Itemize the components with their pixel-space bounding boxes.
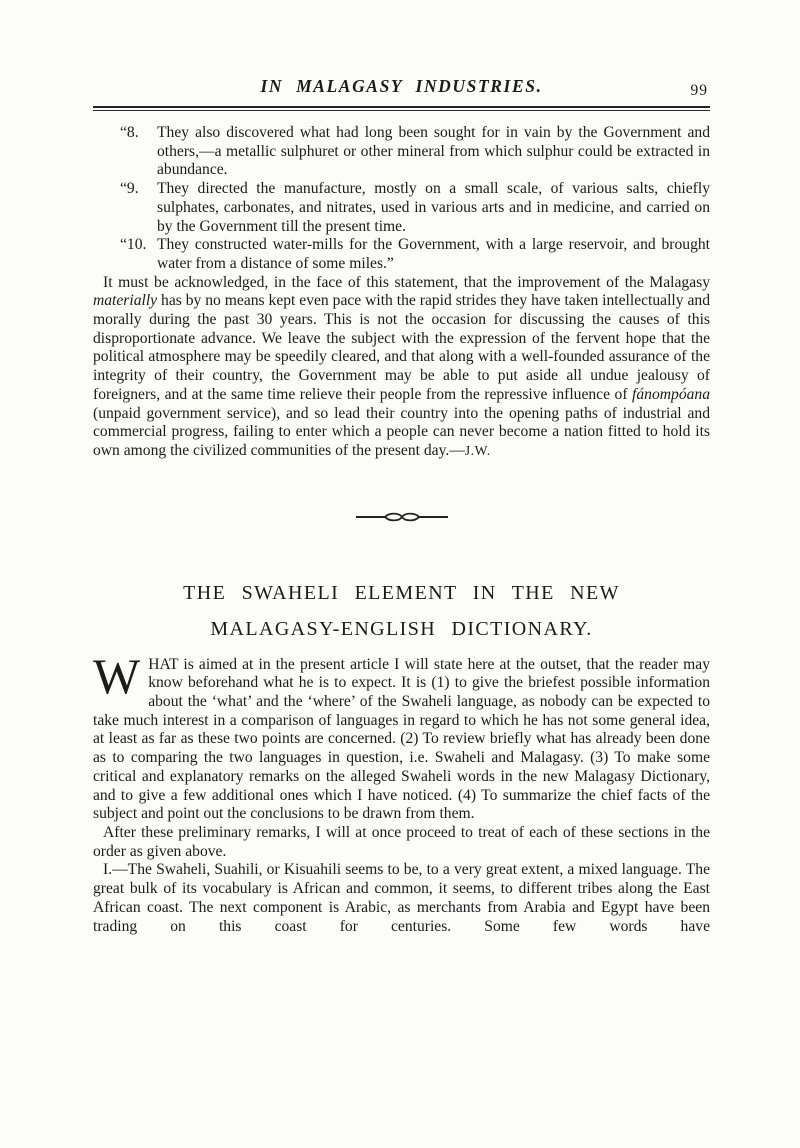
double-loop-rule-ornament-icon <box>356 510 448 524</box>
list-item-number: “10. <box>120 236 147 254</box>
paragraph <box>93 861 710 936</box>
paragraph <box>93 824 710 861</box>
article-title-line1: THE SWAHELI ELEMENT IN THE NEW <box>183 581 620 604</box>
list-item-text: They also discovered what had long been sought for in vain by the Government and others,—a metallic sulphuret or other mineral from which sulphur could be extracted in abundance. <box>157 124 710 179</box>
quoted-list <box>93 124 710 274</box>
article-title-line2: MALAGASY-ENGLISH DICTIONARY. <box>210 618 593 641</box>
closing-paragraph-text: has by no means kept even pace with the rapid strides they have taken intellectually and morally during the past 30 years. This is not the occasion for discussing the causes of this disproportionate advance. We leave the subject with the expression of the fervent hope that the political atmosphere may be speedily cleared, and that along with a well-founded assurance of the integrity of their country, the Government may be able to put aside all undue jealousy of foreigners, and at the same time relieve their people from the repressive influence of <box>93 292 710 403</box>
closing-paragraph <box>93 274 710 461</box>
author-initials: J.W. <box>464 442 491 458</box>
list-item <box>93 124 710 180</box>
list-item-text: They directed the manufacture, mostly on a small scale, of various salts, chiefly sulphates, carbonates, and nitrates, used in various arts and in medicine, and carried on by the Government till the present time. <box>157 180 710 235</box>
list-item-text: They constructed water-mills for the Government, with a large reservoir, and brought water from a distance of some miles.” <box>157 236 710 272</box>
running-head <box>93 76 710 102</box>
italic-word-fanompoana: fánompóana <box>632 385 710 403</box>
paragraph-text: I.—The Swaheli, Suahili, or Kisuahili seems to be, to a very great extent, a mixed language. The great bulk of its vocabulary is African and common, it seems, to different tribes along the East African coast. The next component is Arabic, as merchants from Arabia and Egypt have been trading on this coast for centuries. Some few words have <box>93 861 710 935</box>
drop-cap: W <box>93 647 141 704</box>
paragraph-text: After these preliminary remarks, I will at once proceed to treat of each of these sections in the order as given above. <box>93 823 710 860</box>
italic-word-materially: materially <box>93 292 158 310</box>
opening-caps: HAT <box>148 655 179 673</box>
page-number: 99 <box>690 82 708 99</box>
opening-paragraph <box>93 647 710 824</box>
article-body <box>93 647 710 937</box>
list-item-number: “8. <box>120 124 139 141</box>
list-item <box>93 236 710 273</box>
list-item <box>93 180 710 236</box>
page-content <box>93 76 710 936</box>
article-title <box>93 575 710 648</box>
closing-paragraph-text: (unpaid government service), and so lead their country into the opening paths of industrial and commercial progress, failing to enter which a people can never become a nation fitted to hold its own among the civilized communities of the present day.— <box>93 404 710 459</box>
list-item-number: “9. <box>120 180 139 198</box>
closing-paragraph-text: It must be acknowledged, in the face of this statement, that the improvement of the Malagasy <box>103 273 710 291</box>
opening-paragraph-text: is aimed at in the present article I will state here at the outset, that the reader may know beforehand what he is to expect. It is (1) to give the briefest possible information about the ‘what’ and the ‘where’ of the Swaheli language, as nobody can be expected to take much interest in a comparison of languages in regard to which he has not some general idea, at least as far as these two points are concerned. (2) To review briefly what has already been done as to comparing the two languages in question, i.e. Swaheli and Malagasy. (3) To make some critical and explanatory remarks on the alleged Swaheli words in the new Malagasy Dictionary, and to give a few additional ones which I have noticed. (4) To summarize the chief facts of the subject and point out the conclusions to be drawn from them. <box>93 655 710 823</box>
header-double-rule <box>93 106 710 111</box>
section-divider <box>93 510 710 526</box>
running-head-title: IN MALAGASY INDUSTRIES. <box>260 76 543 96</box>
